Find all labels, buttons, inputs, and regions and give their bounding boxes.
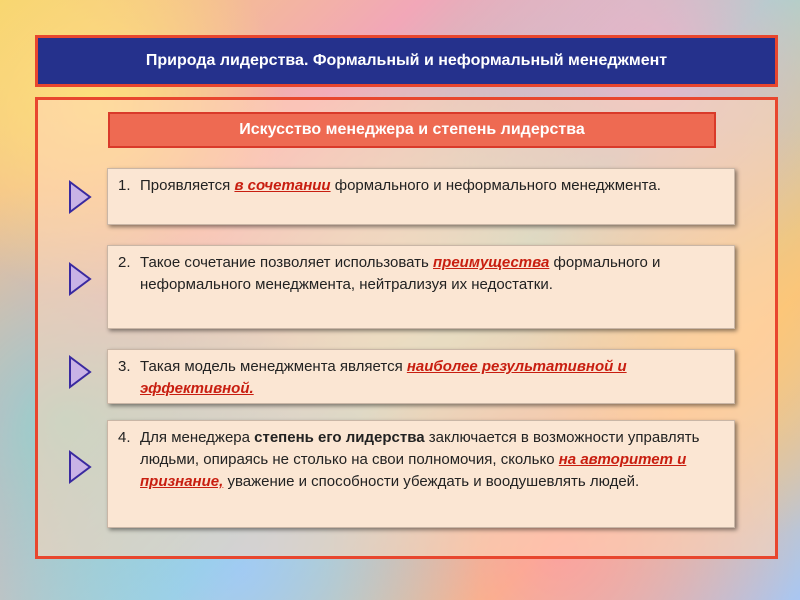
- item-text: Для менеджера степень его лидерства заключается в возможности управлять людьми, опираясь не столько на свои полномочия, сколько на авторитет и признание, уважение и способности убеждать и воодушевлять людей.: [140, 429, 700, 490]
- list-item-2: [107, 245, 735, 329]
- item-number: 3.: [118, 358, 131, 375]
- highlight-text: в сочетании: [234, 177, 331, 194]
- item-text: Такая модель менеджмента является наиболее результативной и эффективной.: [140, 358, 627, 397]
- highlight-text: наиболее результативной и эффективной.: [140, 358, 627, 397]
- list-item-3: [107, 349, 735, 404]
- triangle-arrow-icon: [68, 262, 92, 296]
- item-text: Проявляется в сочетании формального и неформального менеджмента.: [140, 177, 661, 194]
- bold-text: степень его лидерства: [254, 429, 425, 446]
- item-number: 1.: [118, 177, 131, 194]
- highlight-text: на авторитет и признание,: [140, 451, 687, 490]
- slide-title: Природа лидерства. Формальный и неформальный менеджмент: [35, 35, 778, 87]
- triangle-arrow-icon: [68, 450, 92, 484]
- highlight-text: преимущества: [433, 254, 550, 271]
- triangle-arrow-icon: [68, 355, 92, 389]
- item-text: Такое сочетание позволяет использовать преимущества формального и неформального менеджмента, нейтрализуя их недостатки.: [140, 254, 661, 293]
- item-number: 4.: [118, 429, 131, 446]
- item-number: 2.: [118, 254, 131, 271]
- triangle-arrow-icon: [68, 180, 92, 214]
- section-subtitle: Искусство менеджера и степень лидерства: [108, 112, 716, 148]
- list-item-4: [107, 420, 735, 528]
- list-item-1: [107, 168, 735, 225]
